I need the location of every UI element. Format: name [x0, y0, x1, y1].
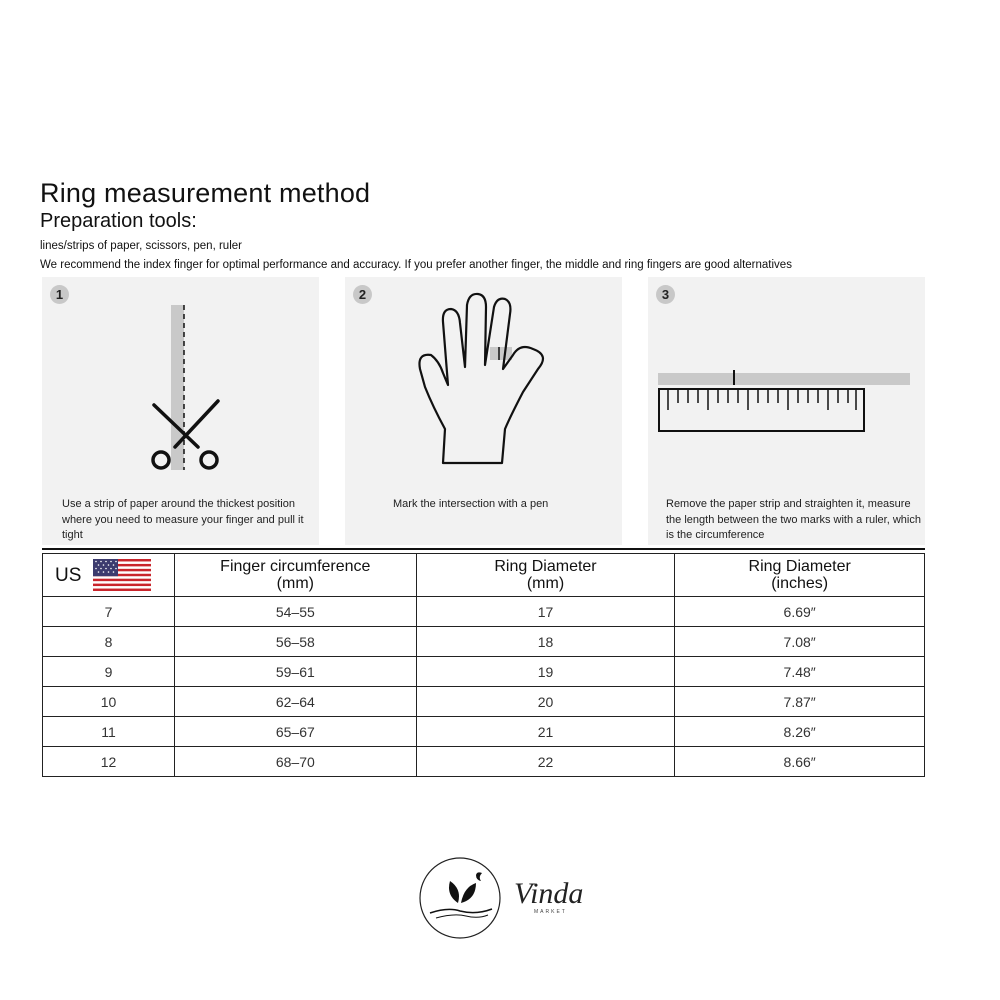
- table-row: [43, 597, 925, 627]
- diameter-mm-header-line2: (mm): [526, 575, 565, 592]
- section-subtitle: Preparation tools:: [40, 210, 197, 232]
- step-3-panel: [648, 277, 925, 545]
- step-3-description: Remove the paper strip and straighten it, measure the length between the two marks with a ruler, which is the circumference: [666, 498, 921, 541]
- diameter-mm-cell: 21: [416, 717, 675, 747]
- us-flag-icon: [93, 559, 151, 591]
- step-1-description: Use a strip of paper around the thickest position where you need to measure your finger and pull it tight: [62, 498, 304, 541]
- diameter-in-header-line2: (inches): [771, 575, 829, 592]
- step-2-description: Mark the intersection with a pen: [393, 498, 549, 510]
- diameter-mm-header: [416, 554, 675, 597]
- diameter-in-cell: 7.08″: [675, 627, 925, 657]
- circumference-cell: 56–58: [174, 627, 416, 657]
- step-number-badge: 3: [656, 285, 675, 304]
- circumference-cell: 59–61: [174, 657, 416, 687]
- us-size-cell: 8: [43, 627, 175, 657]
- ruler-icon: [648, 277, 925, 477]
- circumference-cell: 54–55: [174, 597, 416, 627]
- us-label: US: [55, 564, 82, 586]
- diameter-in-header: [675, 554, 925, 597]
- table-divider: [42, 548, 925, 550]
- step-number-badge: 1: [50, 285, 69, 304]
- hand-icon: [345, 277, 622, 477]
- scissors-icon: [42, 277, 319, 477]
- us-size-cell: 12: [43, 747, 175, 777]
- diameter-mm-cell: 22: [416, 747, 675, 777]
- tools-list: lines/strips of paper, scissors, pen, ruler: [40, 240, 242, 252]
- table-row: [43, 627, 925, 657]
- diameter-mm-header-line1: Ring Diameter: [494, 558, 597, 575]
- step-2-panel: [345, 277, 622, 545]
- diameter-mm-cell: 19: [416, 657, 675, 687]
- circumference-cell: 65–67: [174, 717, 416, 747]
- diameter-in-cell: 7.48″: [675, 657, 925, 687]
- plant-circle-logo-icon: [418, 855, 588, 945]
- circumference-cell: 62–64: [174, 687, 416, 717]
- diameter-in-cell: 8.26″: [675, 717, 925, 747]
- table-row: [43, 687, 925, 717]
- diameter-in-cell: 8.66″: [675, 747, 925, 777]
- finger-recommendation: We recommend the index finger for optimal performance and accuracy. If you prefer another finger, the middle and ring fingers are good alternatives: [40, 259, 792, 271]
- circumference-header-line2: (mm): [276, 575, 314, 592]
- ring-size-table: [42, 553, 925, 777]
- diameter-in-cell: 6.69″: [675, 597, 925, 627]
- us-size-cell: 9: [43, 657, 175, 687]
- table-row: [43, 657, 925, 687]
- diameter-mm-cell: 17: [416, 597, 675, 627]
- brand-tagline: MARKET: [534, 909, 567, 915]
- diameter-mm-cell: 20: [416, 687, 675, 717]
- step-number-badge: 2: [353, 285, 372, 304]
- page-title: Ring measurement method: [40, 178, 371, 208]
- circumference-cell: 68–70: [174, 747, 416, 777]
- circumference-header-line1: Finger circumference: [220, 558, 371, 575]
- table-header-row: [43, 554, 925, 597]
- us-size-cell: 7: [43, 597, 175, 627]
- us-header: [43, 554, 175, 597]
- table-row: [43, 747, 925, 777]
- diameter-in-cell: 7.87″: [675, 687, 925, 717]
- diameter-in-header-line1: Ring Diameter: [748, 558, 851, 575]
- circumference-header: [174, 554, 416, 597]
- brand-name: Vinda: [514, 877, 584, 910]
- diameter-mm-cell: 18: [416, 627, 675, 657]
- us-size-cell: 10: [43, 687, 175, 717]
- us-size-cell: 11: [43, 717, 175, 747]
- step-1-panel: [42, 277, 319, 545]
- table-row: [43, 717, 925, 747]
